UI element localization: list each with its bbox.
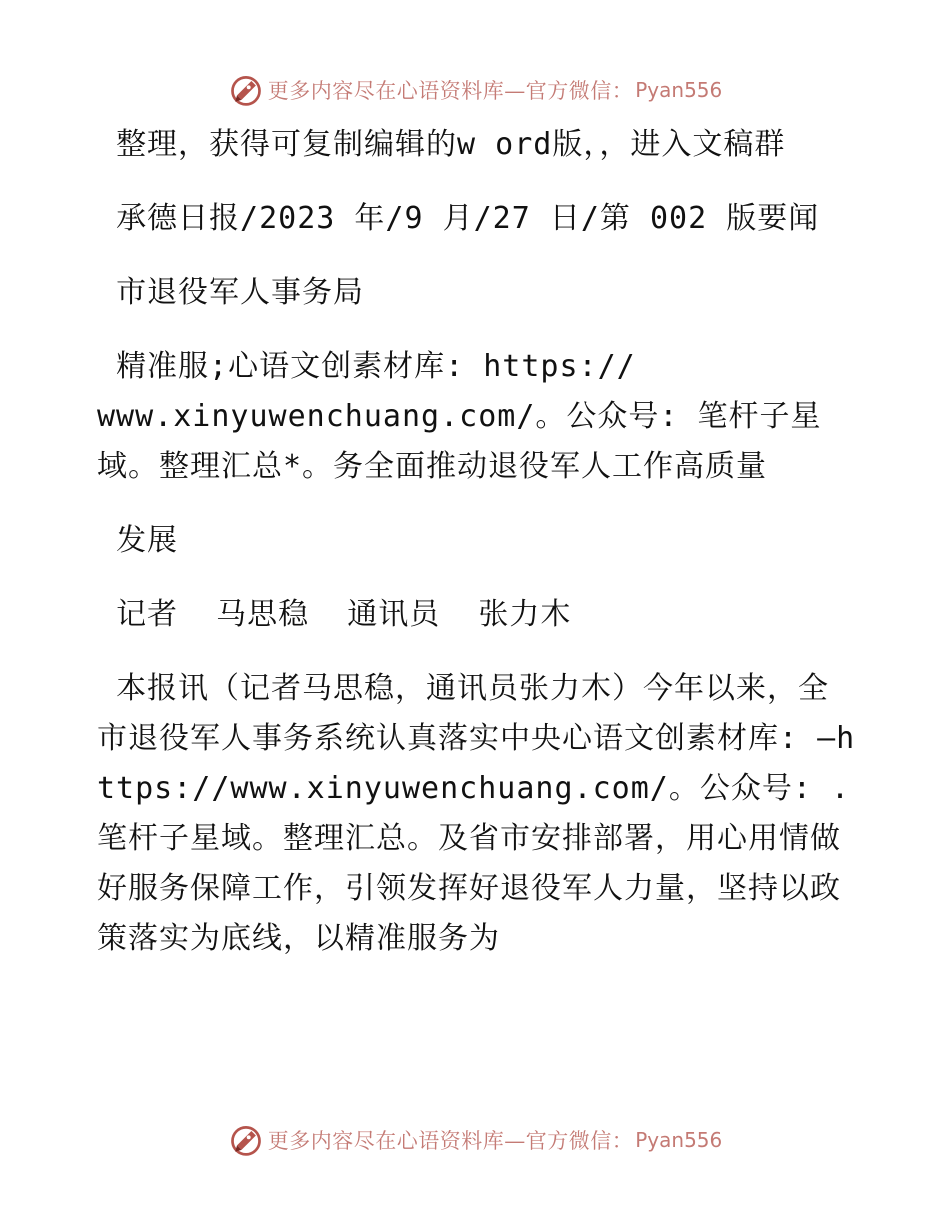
banner-text: 更多内容尽在心语资料库—官方微信： (267, 79, 634, 103)
banner-text: 更多内容尽在心语资料库—官方微信： (267, 1129, 634, 1153)
pen-logo-icon (228, 1122, 264, 1158)
document-body (97, 120, 857, 964)
headline-part-3: 发展 (97, 523, 179, 558)
footer-watermark-banner (0, 1120, 950, 1160)
pen-logo-icon (228, 72, 264, 108)
byline: 记者 马思稳 通讯员 张力木 (97, 597, 572, 632)
banner-wechat-id: Pyan556 (635, 1128, 723, 1152)
intro-paragraph: 整理，获得可复制编辑的w ord版，，进入文稿群 (97, 127, 786, 162)
department-line: 市退役军人事务局 (97, 275, 365, 310)
headline-part-2: www.xinyuwenchuang.com/。公众号: 笔杆子星域。整理汇总*。务全面推动退役军人工作高质量 (97, 399, 822, 484)
newspaper-source-line: 承德日报/2023 年/9 月/27 日/第 002 版要闻 (97, 201, 820, 236)
headline-part-1: 精准服;心语文创素材库: https:// (97, 349, 636, 384)
banner-wechat-id: Pyan556 (635, 78, 723, 102)
header-watermark-banner (0, 70, 950, 110)
article-body-paragraph: 本报讯（记者马思稳，通讯员张力木）今年以来，全市退役军人事务系统认真落实中央心语文创素材库: —https://www.xinyuwenchuang.com/。公众号: .笔杆子星域。整理汇总。及省市安排部署，用心用情做好服务保障工作，引领发挥好退役军人力量，坚持以政策落实为底线，以精准服务为 (97, 671, 856, 956)
